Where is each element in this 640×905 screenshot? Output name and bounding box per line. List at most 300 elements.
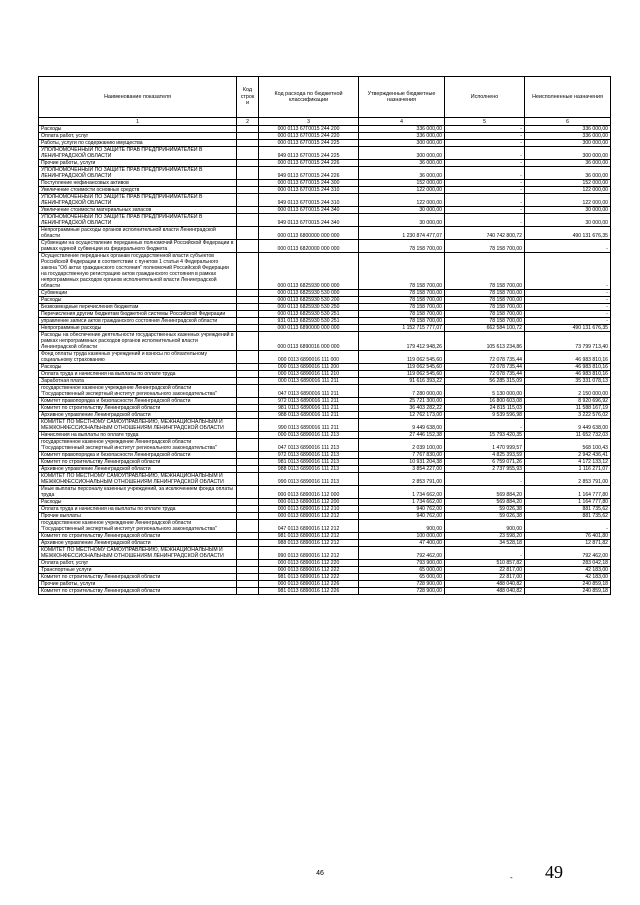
row-budget-code: 949 0113 67Г0015 244 225: [259, 147, 359, 160]
row-line-code: [237, 325, 259, 332]
row-unexecuted: -: [525, 297, 611, 304]
table-row: [39, 133, 611, 140]
table-row: [39, 439, 611, 452]
row-unexecuted: 881 735,62: [525, 506, 611, 513]
row-approved: 122 000,00: [359, 194, 445, 207]
row-executed: 740 742 800,72: [445, 227, 525, 240]
row-unexecuted: 12 871,82: [525, 540, 611, 547]
row-name: КОМИТЕТ ПО МЕСТНОМУ САМОУПРАВЛЕНИЮ, МЕЖНАЦИОНАЛЬНЫМ И МЕЖКОНФЕССИОНАЛЬНЫМ ОТНОШЕНИЯМ ЛЕНИНГРАДСКОЙ ОБЛАСТИ: [39, 547, 237, 560]
row-line-code: [237, 506, 259, 513]
row-unexecuted: 300 000,00: [525, 140, 611, 147]
row-executed: 9 539 596,98: [445, 412, 525, 419]
row-budget-code: 000 0113 67Г0015 244 200: [259, 126, 359, 133]
table-row: [39, 412, 611, 419]
row-line-code: [237, 540, 259, 547]
row-budget-code: 988 0113 6890016 111 211: [259, 412, 359, 419]
row-approved: 78 158 700,00: [359, 240, 445, 253]
row-line-code: [237, 412, 259, 419]
row-line-code: [237, 194, 259, 207]
row-approved: 65 000,00: [359, 574, 445, 581]
row-name: Расходы: [39, 499, 237, 506]
table-row: [39, 405, 611, 412]
row-executed: -: [445, 160, 525, 167]
row-approved: 300 000,00: [359, 147, 445, 160]
row-budget-code: 000 0113 6825930 530 200: [259, 297, 359, 304]
row-line-code: [237, 405, 259, 412]
row-name: КОМИТЕТ ПО МЕСТНОМУ САМОУПРАВЛЕНИЮ, МЕЖНАЦИОНАЛЬНЫМ И МЕЖКОНФЕССИОНАЛЬНЫМ ОТНОШЕНИЯМ ЛЕНИНГРАДСКОЙ ОБЛАСТИ: [39, 473, 237, 486]
row-budget-code: 000 0113 6890016 112 210: [259, 506, 359, 513]
row-unexecuted: -: [525, 290, 611, 297]
row-executed: -: [445, 167, 525, 180]
row-name: УПОЛНОМОЧЕННЫЙ ПО ЗАЩИТЕ ПРАВ ПРЕДПРИНИМАТЕЛЕЙ В ЛЕНИНГРАДСКОЙ ОБЛАСТИ: [39, 194, 237, 207]
table-row: [39, 318, 611, 325]
row-unexecuted: 30 000,00: [525, 207, 611, 214]
row-executed: 78 158 700,00: [445, 297, 525, 304]
row-budget-code: 000 0113 6800000 000 000: [259, 227, 359, 240]
row-line-code: [237, 378, 259, 385]
row-approved: 25 721 300,00: [359, 398, 445, 405]
row-approved: 78 158 700,00: [359, 253, 445, 290]
budget-table: [38, 76, 611, 595]
row-unexecuted: -: [525, 318, 611, 325]
row-name: Увеличение стоимости материальных запасов: [39, 207, 237, 214]
row-approved: 1 734 662,00: [359, 486, 445, 499]
row-unexecuted: 1 164 777,80: [525, 486, 611, 499]
table-row: [39, 253, 611, 290]
table-row: [39, 452, 611, 459]
table-row: [39, 297, 611, 304]
row-name: Расходы на обеспечение деятельности государственных казенных учреждений в рамках непрограммных расходов органов исполнительной власти Ленинградской области: [39, 332, 237, 351]
row-executed: 662 584 100,72: [445, 325, 525, 332]
row-approved: 119 062 545,60: [359, 371, 445, 378]
row-line-code: [237, 304, 259, 311]
row-unexecuted: -: [525, 520, 611, 533]
header-name: Наименование показателя: [39, 77, 237, 118]
row-executed: 23 598,20: [445, 533, 525, 540]
table-row: [39, 574, 611, 581]
row-executed: 78 158 700,00: [445, 304, 525, 311]
row-approved: 300 000,00: [359, 140, 445, 147]
row-line-code: [237, 126, 259, 133]
row-name: УПОЛНОМОЧЕННЫЙ ПО ЗАЩИТЕ ПРАВ ПРЕДПРИНИМАТЕЛЕЙ В ЛЕНИНГРАДСКОЙ ОБЛАСТИ: [39, 147, 237, 160]
row-line-code: [237, 473, 259, 486]
row-name: Комитет правопорядка и безопасности Ленинградской области: [39, 398, 237, 405]
row-executed: 78 158 700,00: [445, 290, 525, 297]
row-name: Расходы: [39, 364, 237, 371]
table-row: [39, 207, 611, 214]
table-row: [39, 560, 611, 567]
row-name: УПОЛНОМОЧЕННЫЙ ПО ЗАЩИТЕ ПРАВ ПРЕДПРИНИМАТЕЛЕЙ В ЛЕНИНГРАДСКОЙ ОБЛАСТИ: [39, 167, 237, 180]
row-executed: 24 815 115,03: [445, 405, 525, 412]
row-budget-code: 047 0113 6890016 111 211: [259, 385, 359, 398]
stamp-number: 49: [545, 862, 563, 882]
row-budget-code: 981 0113 6890016 112 226: [259, 588, 359, 595]
row-name: УПОЛНОМОЧЕННЫЙ ПО ЗАЩИТЕ ПРАВ ПРЕДПРИНИМАТЕЛЕЙ В ЛЕНИНГРАДСКОЙ ОБЛАСТИ: [39, 214, 237, 227]
row-approved: 9 449 638,00: [359, 419, 445, 432]
row-line-code: [237, 290, 259, 297]
table-row: [39, 332, 611, 351]
row-approved: 36 000,00: [359, 167, 445, 180]
table-row: [39, 385, 611, 398]
row-line-code: [237, 499, 259, 506]
table-row: [39, 378, 611, 385]
row-name: Транспортные услуги: [39, 567, 237, 574]
row-unexecuted: 122 000,00: [525, 194, 611, 207]
row-approved: 2 039 100,00: [359, 439, 445, 452]
row-approved: 940 762,00: [359, 506, 445, 513]
row-approved: 152 000,00: [359, 180, 445, 187]
row-line-code: [237, 452, 259, 459]
row-line-code: [237, 574, 259, 581]
row-name: Прочие работы, услуги: [39, 160, 237, 167]
row-budget-code: 000 0113 6890016 111 211: [259, 378, 359, 385]
row-approved: 336 000,00: [359, 126, 445, 133]
row-line-code: [237, 459, 259, 466]
table-row: [39, 311, 611, 318]
table-row: [39, 588, 611, 595]
table-row: [39, 473, 611, 486]
row-budget-code: 972 0113 6890016 111 213: [259, 452, 359, 459]
row-name: Архивное управление Ленинградской области: [39, 466, 237, 473]
row-line-code: [237, 214, 259, 227]
row-unexecuted: -: [525, 304, 611, 311]
row-unexecuted: 46 983 810,16: [525, 371, 611, 378]
row-budget-code: 988 0113 6890016 111 213: [259, 466, 359, 473]
table-row: [39, 180, 611, 187]
row-executed: 488 040,82: [445, 581, 525, 588]
row-executed: 59 026,38: [445, 513, 525, 520]
table-row: [39, 533, 611, 540]
row-executed: -: [445, 547, 525, 560]
row-name: Комитет по строительству Ленинградской области: [39, 574, 237, 581]
row-unexecuted: 36 000,00: [525, 167, 611, 180]
row-unexecuted: 76 401,80: [525, 533, 611, 540]
row-executed: 16 800 603,08: [445, 398, 525, 405]
row-unexecuted: 11 588 167,19: [525, 405, 611, 412]
row-approved: 78 158 700,00: [359, 290, 445, 297]
header-code-budget: Код расхода по бюджетной классификации: [259, 77, 359, 118]
row-executed: 22 817,00: [445, 567, 525, 574]
row-unexecuted: 8 920 696,92: [525, 398, 611, 405]
row-name: Комитет по строительству Ленинградской области: [39, 459, 237, 466]
row-name: Непрограммные расходы: [39, 325, 237, 332]
row-unexecuted: 240 859,18: [525, 581, 611, 588]
row-unexecuted: 240 859,18: [525, 588, 611, 595]
row-unexecuted: 36 000,00: [525, 160, 611, 167]
row-name: Оплата работ, услуг: [39, 560, 237, 567]
table-row: [39, 499, 611, 506]
table-row: [39, 459, 611, 466]
table-row: [39, 398, 611, 405]
row-line-code: [237, 560, 259, 567]
row-unexecuted: 490 131 676,35: [525, 227, 611, 240]
row-name: Комитет по строительству Ленинградской области: [39, 588, 237, 595]
table-row: [39, 466, 611, 473]
table-row: [39, 240, 611, 253]
table-row: [39, 140, 611, 147]
row-line-code: [237, 318, 259, 325]
row-executed: 78 158 700,00: [445, 253, 525, 290]
row-approved: 119 062 545,60: [359, 351, 445, 364]
row-line-code: [237, 187, 259, 194]
row-approved: 12 762 173,00: [359, 412, 445, 419]
row-approved: 3 854 227,00: [359, 466, 445, 473]
table-row: [39, 371, 611, 378]
row-line-code: [237, 351, 259, 364]
table-row: [39, 419, 611, 432]
row-budget-code: 000 0113 6825930 000 000: [259, 253, 359, 290]
row-line-code: [237, 439, 259, 452]
row-executed: -: [445, 133, 525, 140]
row-budget-code: 000 0113 6890016 111 210: [259, 371, 359, 378]
row-executed: -: [445, 207, 525, 214]
row-budget-code: 000 0113 67Г0015 244 220: [259, 133, 359, 140]
row-budget-code: 949 0113 67Г0015 244 340: [259, 214, 359, 227]
row-name: Расходы: [39, 126, 237, 133]
table-row: [39, 227, 611, 240]
row-line-code: [237, 513, 259, 520]
row-unexecuted: 1 164 777,80: [525, 499, 611, 506]
row-budget-code: 047 0113 6890016 112 212: [259, 520, 359, 533]
row-line-code: [237, 398, 259, 405]
row-line-code: [237, 240, 259, 253]
row-approved: 2 853 791,00: [359, 473, 445, 486]
row-approved: 78 158 700,00: [359, 304, 445, 311]
row-approved: 119 062 545,60: [359, 364, 445, 371]
row-executed: 72 078 735,44: [445, 351, 525, 364]
row-budget-code: 000 0113 6890016 112 222: [259, 567, 359, 574]
row-line-code: [237, 533, 259, 540]
row-line-code: [237, 581, 259, 588]
row-name: Безвозмездные перечисления бюджетам: [39, 304, 237, 311]
row-executed: 1 470 999,57: [445, 439, 525, 452]
row-line-code: [237, 432, 259, 439]
row-name: управление записи актов гражданского состояния Ленинградской области: [39, 318, 237, 325]
row-approved: 78 158 700,00: [359, 297, 445, 304]
table-row: [39, 290, 611, 297]
row-budget-code: 000 0113 6825930 530 251: [259, 311, 359, 318]
row-executed: 22 817,00: [445, 574, 525, 581]
row-line-code: [237, 311, 259, 318]
row-unexecuted: 11 652 732,03: [525, 432, 611, 439]
row-name: Непрограммные расходы органов исполнительной власти Ленинградской области: [39, 227, 237, 240]
row-name: Комитет по строительству Ленинградской области: [39, 533, 237, 540]
row-name: Комитет правопорядка и безопасности Ленинградской области: [39, 452, 237, 459]
row-line-code: [237, 520, 259, 533]
table-row: [39, 567, 611, 574]
row-budget-code: 981 0113 6890016 111 211: [259, 405, 359, 412]
row-name: Прочие выплаты: [39, 513, 237, 520]
row-name: Начисления на выплаты по оплате труда: [39, 432, 237, 439]
row-approved: 10 931 204,38: [359, 459, 445, 466]
row-budget-code: 047 0113 6890016 111 213: [259, 439, 359, 452]
row-approved: 78 158 700,00: [359, 318, 445, 325]
row-budget-code: 000 0113 6890016 112 212: [259, 513, 359, 520]
row-line-code: [237, 371, 259, 378]
row-executed: 510 857,82: [445, 560, 525, 567]
table-row: [39, 547, 611, 560]
row-executed: 15 793 420,35: [445, 432, 525, 439]
row-budget-code: 000 0113 6825930 530 000: [259, 290, 359, 297]
table-row: [39, 187, 611, 194]
row-executed: -: [445, 180, 525, 187]
table-row: [39, 325, 611, 332]
row-name: государственное казенное учреждение Ленинградской области "Государственный экспертный институт регионального законодательства": [39, 439, 237, 452]
row-approved: 30 000,00: [359, 214, 445, 227]
table-row: [39, 364, 611, 371]
row-unexecuted: 152 000,00: [525, 180, 611, 187]
row-executed: 4 825 393,59: [445, 452, 525, 459]
colnum-5: 5: [445, 118, 525, 126]
row-name: Субвенции: [39, 290, 237, 297]
row-unexecuted: 35 331 078,13: [525, 378, 611, 385]
row-approved: 793 900,00: [359, 560, 445, 567]
row-line-code: [237, 567, 259, 574]
row-name: Осуществление переданных органам государственной власти субъектов Российской Федерации в соответствии с пунктом 1 статьи 4 Федерального закона "Об актах гражданского состояния" полномочий Российской Федерации на государственную регистрацию актов гражданского состояния в рамках непрограммных расходов органов исполнительной власти Ленинградской области: [39, 253, 237, 290]
row-name: Прочие работы, услуги: [39, 581, 237, 588]
row-line-code: [237, 486, 259, 499]
row-approved: 122 000,00: [359, 187, 445, 194]
row-executed: -: [445, 147, 525, 160]
table-row: [39, 520, 611, 533]
row-executed: 78 158 700,00: [445, 311, 525, 318]
row-unexecuted: 4 172 133,12: [525, 459, 611, 466]
row-unexecuted: 73 799 713,40: [525, 332, 611, 351]
row-line-code: [237, 227, 259, 240]
row-name: государственное казенное учреждение Ленинградской области "Государственный экспертный институт регионального законодательства": [39, 520, 237, 533]
row-executed: 78 158 700,00: [445, 318, 525, 325]
row-approved: 65 000,00: [359, 567, 445, 574]
row-approved: 179 412 948,26: [359, 332, 445, 351]
row-name: Комитет по строительству Ленинградской области: [39, 405, 237, 412]
row-executed: 72 078 735,44: [445, 371, 525, 378]
row-unexecuted: 1 116 271,07: [525, 466, 611, 473]
row-line-code: [237, 364, 259, 371]
table-row: [39, 214, 611, 227]
row-name: КОМИТЕТ ПО МЕСТНОМУ САМОУПРАВЛЕНИЮ, МЕЖНАЦИОНАЛЬНЫМ И МЕЖКОНФЕССИОНАЛЬНЫМ ОТНОШЕНИЯМ ЛЕНИНГРАДСКОЙ ОБЛАСТИ: [39, 419, 237, 432]
row-budget-code: 988 0113 6890016 112 212: [259, 540, 359, 547]
row-budget-code: 972 0113 6890016 111 211: [259, 398, 359, 405]
row-name: Архивное управление Ленинградской области: [39, 540, 237, 547]
row-budget-code: 000 0113 67Г0015 244 225: [259, 140, 359, 147]
row-approved: 36 000,00: [359, 160, 445, 167]
row-budget-code: 000 0113 6890016 112 220: [259, 560, 359, 567]
row-budget-code: 981 0113 6890016 112 212: [259, 533, 359, 540]
row-name: Оплата труда и начисления на выплаты по оплате труда: [39, 371, 237, 378]
row-budget-code: 000 0113 6890000 000 000: [259, 325, 359, 332]
row-executed: 34 528,18: [445, 540, 525, 547]
row-unexecuted: 42 183,00: [525, 574, 611, 581]
row-executed: 59 026,38: [445, 506, 525, 513]
row-line-code: [237, 133, 259, 140]
row-name: Перечисления другим бюджетам бюджетной системы Российской Федерации: [39, 311, 237, 318]
row-executed: 900,00: [445, 520, 525, 533]
row-budget-code: 000 0113 67Г0015 244 226: [259, 160, 359, 167]
row-budget-code: 000 0113 67Г0015 244 300: [259, 180, 359, 187]
row-executed: -: [445, 194, 525, 207]
row-unexecuted: 46 983 810,16: [525, 351, 611, 364]
row-budget-code: 931 0113 6825930 530 251: [259, 318, 359, 325]
row-budget-code: 000 0113 6890016 112 000: [259, 486, 359, 499]
header-approved: Утвержденные бюджетные назначения: [359, 77, 445, 118]
row-approved: 940 762,00: [359, 513, 445, 520]
row-line-code: [237, 160, 259, 167]
table-row: [39, 167, 611, 180]
row-approved: 792 462,00: [359, 547, 445, 560]
report-page: [38, 76, 610, 595]
row-executed: 2 737 955,93: [445, 466, 525, 473]
row-approved: 91 616 393,22: [359, 378, 445, 385]
table-row: [39, 513, 611, 520]
table-row: [39, 581, 611, 588]
row-approved: 78 158 700,00: [359, 311, 445, 318]
row-approved: 7 767 830,00: [359, 452, 445, 459]
row-unexecuted: 300 000,00: [525, 147, 611, 160]
row-unexecuted: 792 462,00: [525, 547, 611, 560]
row-executed: -: [445, 126, 525, 133]
row-executed: -: [445, 473, 525, 486]
row-budget-code: 000 0113 6890016 000 000: [259, 332, 359, 351]
row-unexecuted: 9 449 638,00: [525, 419, 611, 432]
row-name: Работы, услуги по содержанию имущества: [39, 140, 237, 147]
colnum-1: 1: [39, 118, 237, 126]
row-unexecuted: -: [525, 311, 611, 318]
row-unexecuted: 42 183,00: [525, 567, 611, 574]
table-row: [39, 126, 611, 133]
row-approved: 1 734 662,00: [359, 499, 445, 506]
row-name: Заработная плата: [39, 378, 237, 385]
table-row: [39, 147, 611, 160]
row-unexecuted: 336 000,00: [525, 126, 611, 133]
row-executed: -: [445, 187, 525, 194]
row-budget-code: 000 0113 67Г0015 244 310: [259, 187, 359, 194]
row-budget-code: 000 0113 6890016 111 200: [259, 364, 359, 371]
row-approved: 728 900,00: [359, 581, 445, 588]
table-row: [39, 486, 611, 499]
table-row: [39, 432, 611, 439]
row-name: Иные выплаты персоналу казенных учреждений, за исключением фонда оплаты труда: [39, 486, 237, 499]
row-unexecuted: -: [525, 253, 611, 290]
row-budget-code: 990 0113 6890016 112 212: [259, 547, 359, 560]
table-row: [39, 540, 611, 547]
row-budget-code: 949 0113 67Г0015 244 310: [259, 194, 359, 207]
row-unexecuted: 122 000,00: [525, 187, 611, 194]
row-approved: 900,00: [359, 520, 445, 533]
row-executed: 569 884,20: [445, 499, 525, 506]
row-line-code: [237, 180, 259, 187]
row-unexecuted: 490 131 676,35: [525, 325, 611, 332]
row-approved: 336 000,00: [359, 133, 445, 140]
table-row: [39, 304, 611, 311]
page-number: 46: [316, 870, 324, 877]
row-line-code: [237, 419, 259, 432]
row-unexecuted: 2 150 000,00: [525, 385, 611, 398]
row-approved: 728 900,00: [359, 588, 445, 595]
row-budget-code: 000 0113 6820000 000 000: [259, 240, 359, 253]
row-unexecuted: 2 853 791,00: [525, 473, 611, 486]
header-unexecuted: Неисполненные назначения: [525, 77, 611, 118]
row-budget-code: 000 0113 6890016 112 200: [259, 499, 359, 506]
row-line-code: [237, 207, 259, 214]
row-executed: 72 078 735,44: [445, 364, 525, 371]
row-executed: 78 158 700,00: [445, 240, 525, 253]
row-line-code: [237, 332, 259, 351]
row-name: государственное казенное учреждение Ленинградской области "Государственный экспертный институт регионального законодательства": [39, 385, 237, 398]
colnum-4: 4: [359, 118, 445, 126]
row-unexecuted: 46 983 810,16: [525, 364, 611, 371]
row-budget-code: 990 0113 6890016 111 211: [259, 419, 359, 432]
row-approved: 30 000,00: [359, 207, 445, 214]
